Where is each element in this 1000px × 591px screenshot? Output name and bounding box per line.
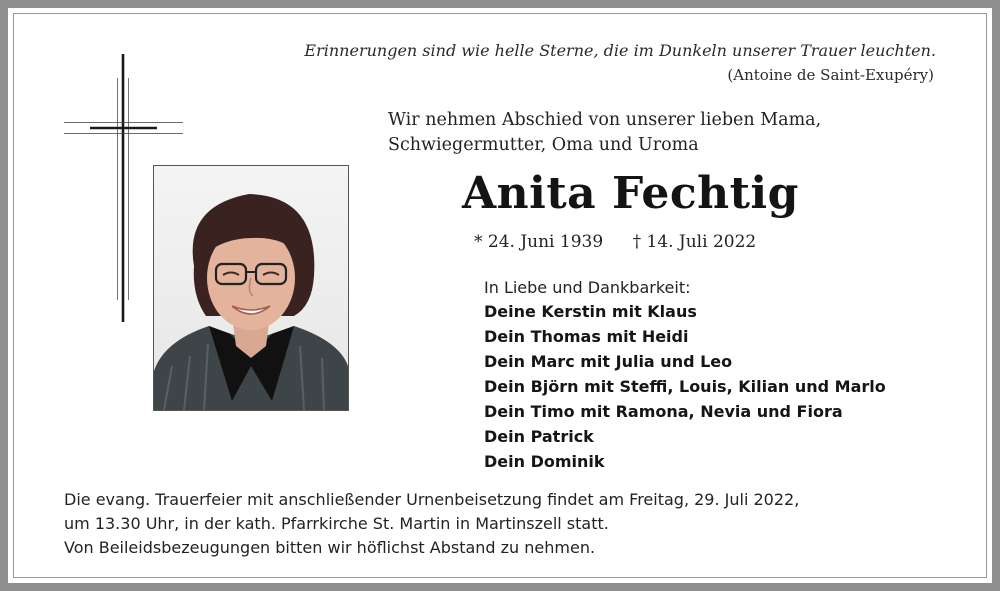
farewell-intro-line-1: Wir nehmen Abschied von unserer lieben Mama, — [388, 110, 822, 130]
birth-date: * 24. Juni 1939 — [474, 232, 604, 252]
life-dates — [474, 230, 756, 254]
portrait-illustration — [154, 166, 348, 410]
death-date: † 14. Juli 2022 — [632, 232, 757, 252]
family-member: Dein Björn mit Steffi, Louis, Kilian und Marlo — [484, 377, 886, 396]
family-member: Dein Timo mit Ramona, Nevia und Fiora — [484, 402, 843, 421]
service-line-2: um 13.30 Uhr, in der kath. Pfarrkirche St. Martin in Martinszell statt. — [64, 514, 609, 533]
family-member: Dein Thomas mit Heidi — [484, 327, 689, 346]
deceased-name: Anita Fechtig — [462, 168, 799, 219]
family-list — [484, 299, 886, 474]
service-line-1: Die evang. Trauerfeier mit anschließender Urnenbeisetzung findet am Freitag, 29. Juli 2022, — [64, 490, 800, 509]
family-member: Dein Marc mit Julia und Leo — [484, 352, 733, 371]
farewell-intro-line-2: Schwiegermutter, Oma und Uroma — [388, 135, 699, 155]
family-member: Dein Dominik — [484, 452, 605, 471]
service-line-3: Von Beileidsbezeugungen bitten wir höflichst Abstand zu nehmen. — [64, 538, 596, 557]
portrait-photo — [153, 165, 349, 411]
quote-text: Erinnerungen sind wie helle Sterne, die im Dunkeln unserer Trauer leuchten. — [304, 41, 936, 60]
farewell-intro — [388, 108, 821, 158]
thanks-heading: In Liebe und Dankbarkeit: — [484, 278, 691, 297]
service-info — [64, 488, 799, 560]
family-member: Deine Kerstin mit Klaus — [484, 302, 697, 321]
family-member: Dein Patrick — [484, 427, 594, 446]
quote-author: (Antoine de Saint-Exupéry) — [727, 66, 934, 84]
